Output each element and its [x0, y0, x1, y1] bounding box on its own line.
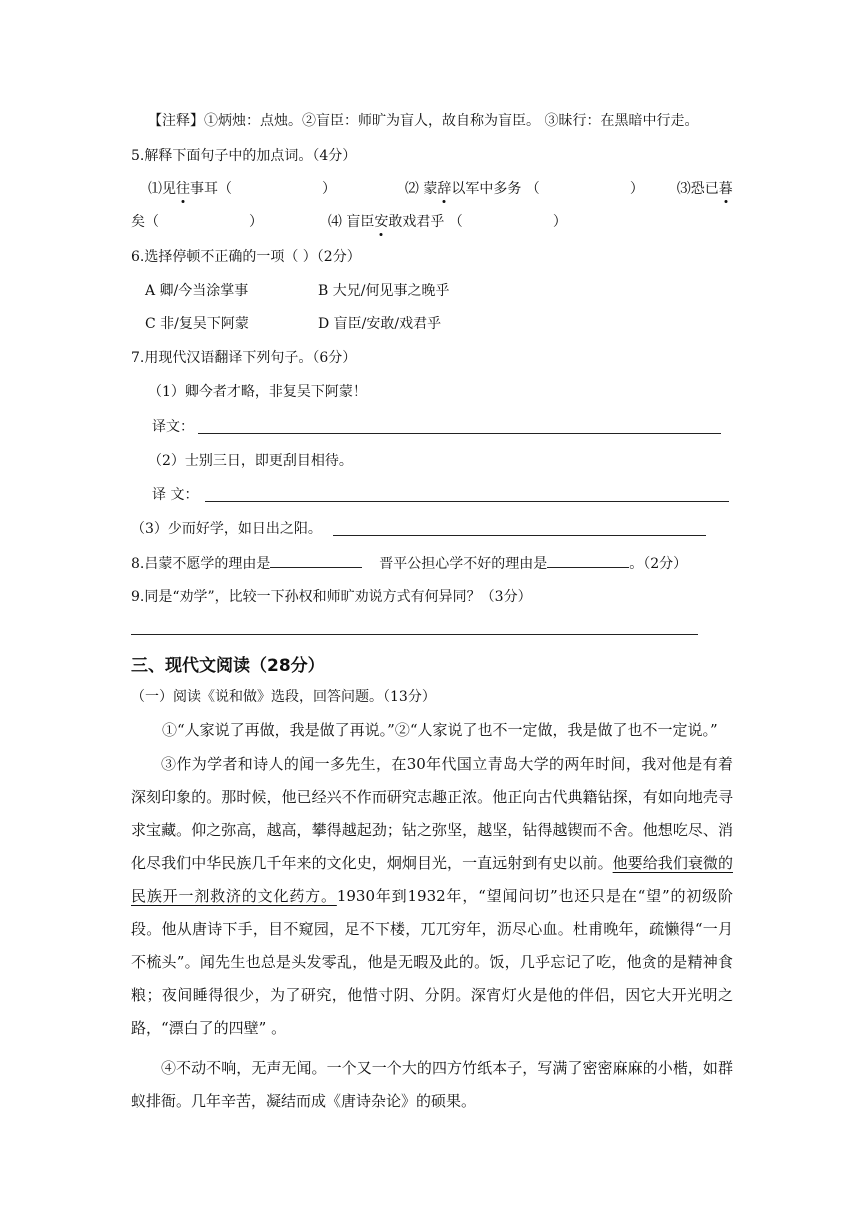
q7-sentence-2: （2）士别三日，即更刮目相待。: [148, 453, 353, 469]
passage-para-4: ④不动不响，无声无闻。一个又一个大的四方竹纸本子，写满了密密麻麻的小楷，如群蚁排衙。几年辛苦，凝结而成《唐诗杂论》的硕果。: [131, 1059, 733, 1110]
q8-blank-1[interactable]: [270, 553, 362, 568]
question-6-title: 6.选择停顿不正确的一项（ ）（2分）: [131, 249, 361, 265]
q8-part-a: 8.吕蒙不愿学的理由是: [131, 556, 271, 572]
q7-sentence-3: （3）少而好学，如日出之阳。: [131, 521, 322, 537]
q7-answer-line-3[interactable]: [333, 535, 706, 536]
question-8: [131, 553, 687, 574]
q9-answer-line[interactable]: [131, 634, 698, 635]
q8-part-b: 晋平公担心学不好的理由是: [379, 556, 548, 572]
passage-para-3: [131, 748, 733, 1045]
q7-answer-line-2[interactable]: [205, 501, 729, 502]
q7-translation-1-label: 译文：: [152, 419, 194, 435]
q6-option-b: B 大兄/何见事之晚乎: [318, 283, 450, 299]
q5-item-4: ⑷ 盲臣安敢戏君乎 （: [327, 214, 463, 230]
q7-translation-2-label: 译 文：: [152, 487, 199, 503]
q5-item-1: ⑴见往事耳（: [148, 181, 232, 197]
q8-blank-2[interactable]: [547, 553, 629, 568]
question-9-title: 9.同是“劝学”，比较一下孙权和师旷劝说方式有何异同？（3分）: [131, 589, 532, 605]
question-5-row-1: ⑴见往事耳（ ） ⑵ 蒙辞以军中多务 （ ） ⑶恐已暮: [148, 181, 733, 197]
question-7-title: 7.用现代汉语翻译下列句子。（6分）: [131, 350, 357, 366]
para-3-part-2: 1930年到1932年，“望闻问切”也还只是在“望”的初级阶段。他从唐诗下手，目不窥园，足不下楼，兀兀穷年，沥尽心血。杜甫晚年，疏懒得“一月不梳头”。闻先生也总是头发零乱，他是无暇及此的。饭，几乎忘记了吃，他贪的是精神食粮；夜间睡得很少，为了研究，他惜寸阴、分阴。深宵灯火是他的伴侣，因它大开光明之路，“漂白了的四壁” 。: [131, 887, 733, 1037]
q6-option-a: A 卿/今当涂掌事: [145, 283, 249, 299]
q5-item-3: ⑶恐已暮: [676, 181, 733, 197]
para-3-part-1: ③作为学者和诗人的闻一多先生，在30年代国立青岛大学的两年时间，我对他是有着深刻印象的。那时候，他已经兴不作而研究志趣正浓。他正向古代典籍钻探，有如向地壳寻求宝藏。仰之弥高，越高，攀得越起劲；钻之弥坚，越坚，钻得越锲而不舍。他想吃尽、消化尽我们中华民族几千年来的文化史，炯炯目光，一直远射到有史以前。: [131, 755, 733, 872]
q6-option-d: D 盲臣/安敢/戏君乎: [318, 316, 442, 332]
q6-option-c: C 非/复吴下阿蒙: [145, 316, 249, 332]
q8-part-c: 。（2分）: [629, 556, 688, 572]
passage-para-1: ①“人家说了再做，我是做了再说。”②“人家说了也不一定做，我是做了也不一定说。”: [162, 721, 718, 739]
para-3-underlined-sentence: 他要给我们衰微的民族开一剂救济的文化药方。: [131, 854, 733, 905]
section-3-title: 三、现代文阅读（28分）: [131, 656, 325, 676]
question-5-title: 5.解释下面句子中的加点词。（4分）: [131, 148, 357, 164]
q5-item-2: ⑵ 蒙辞以军中多务 （: [404, 181, 540, 197]
annotation-note: 【注释】①炳烛：点烛。②盲臣：师旷为盲人，故自称为盲臣。 ③昧行：在黑暗中行走。: [148, 113, 699, 129]
section-3-subtitle: （一）阅读《说和做》选段，回答问题。（13分）: [131, 689, 436, 705]
q7-sentence-1: （1）卿今者才略，非复吴下阿蒙！: [148, 384, 367, 400]
q7-answer-line-1[interactable]: [198, 433, 721, 434]
question-5-row-2: 矣（ ） ⑷ 盲臣安敢戏君乎 （ ）: [131, 214, 567, 230]
